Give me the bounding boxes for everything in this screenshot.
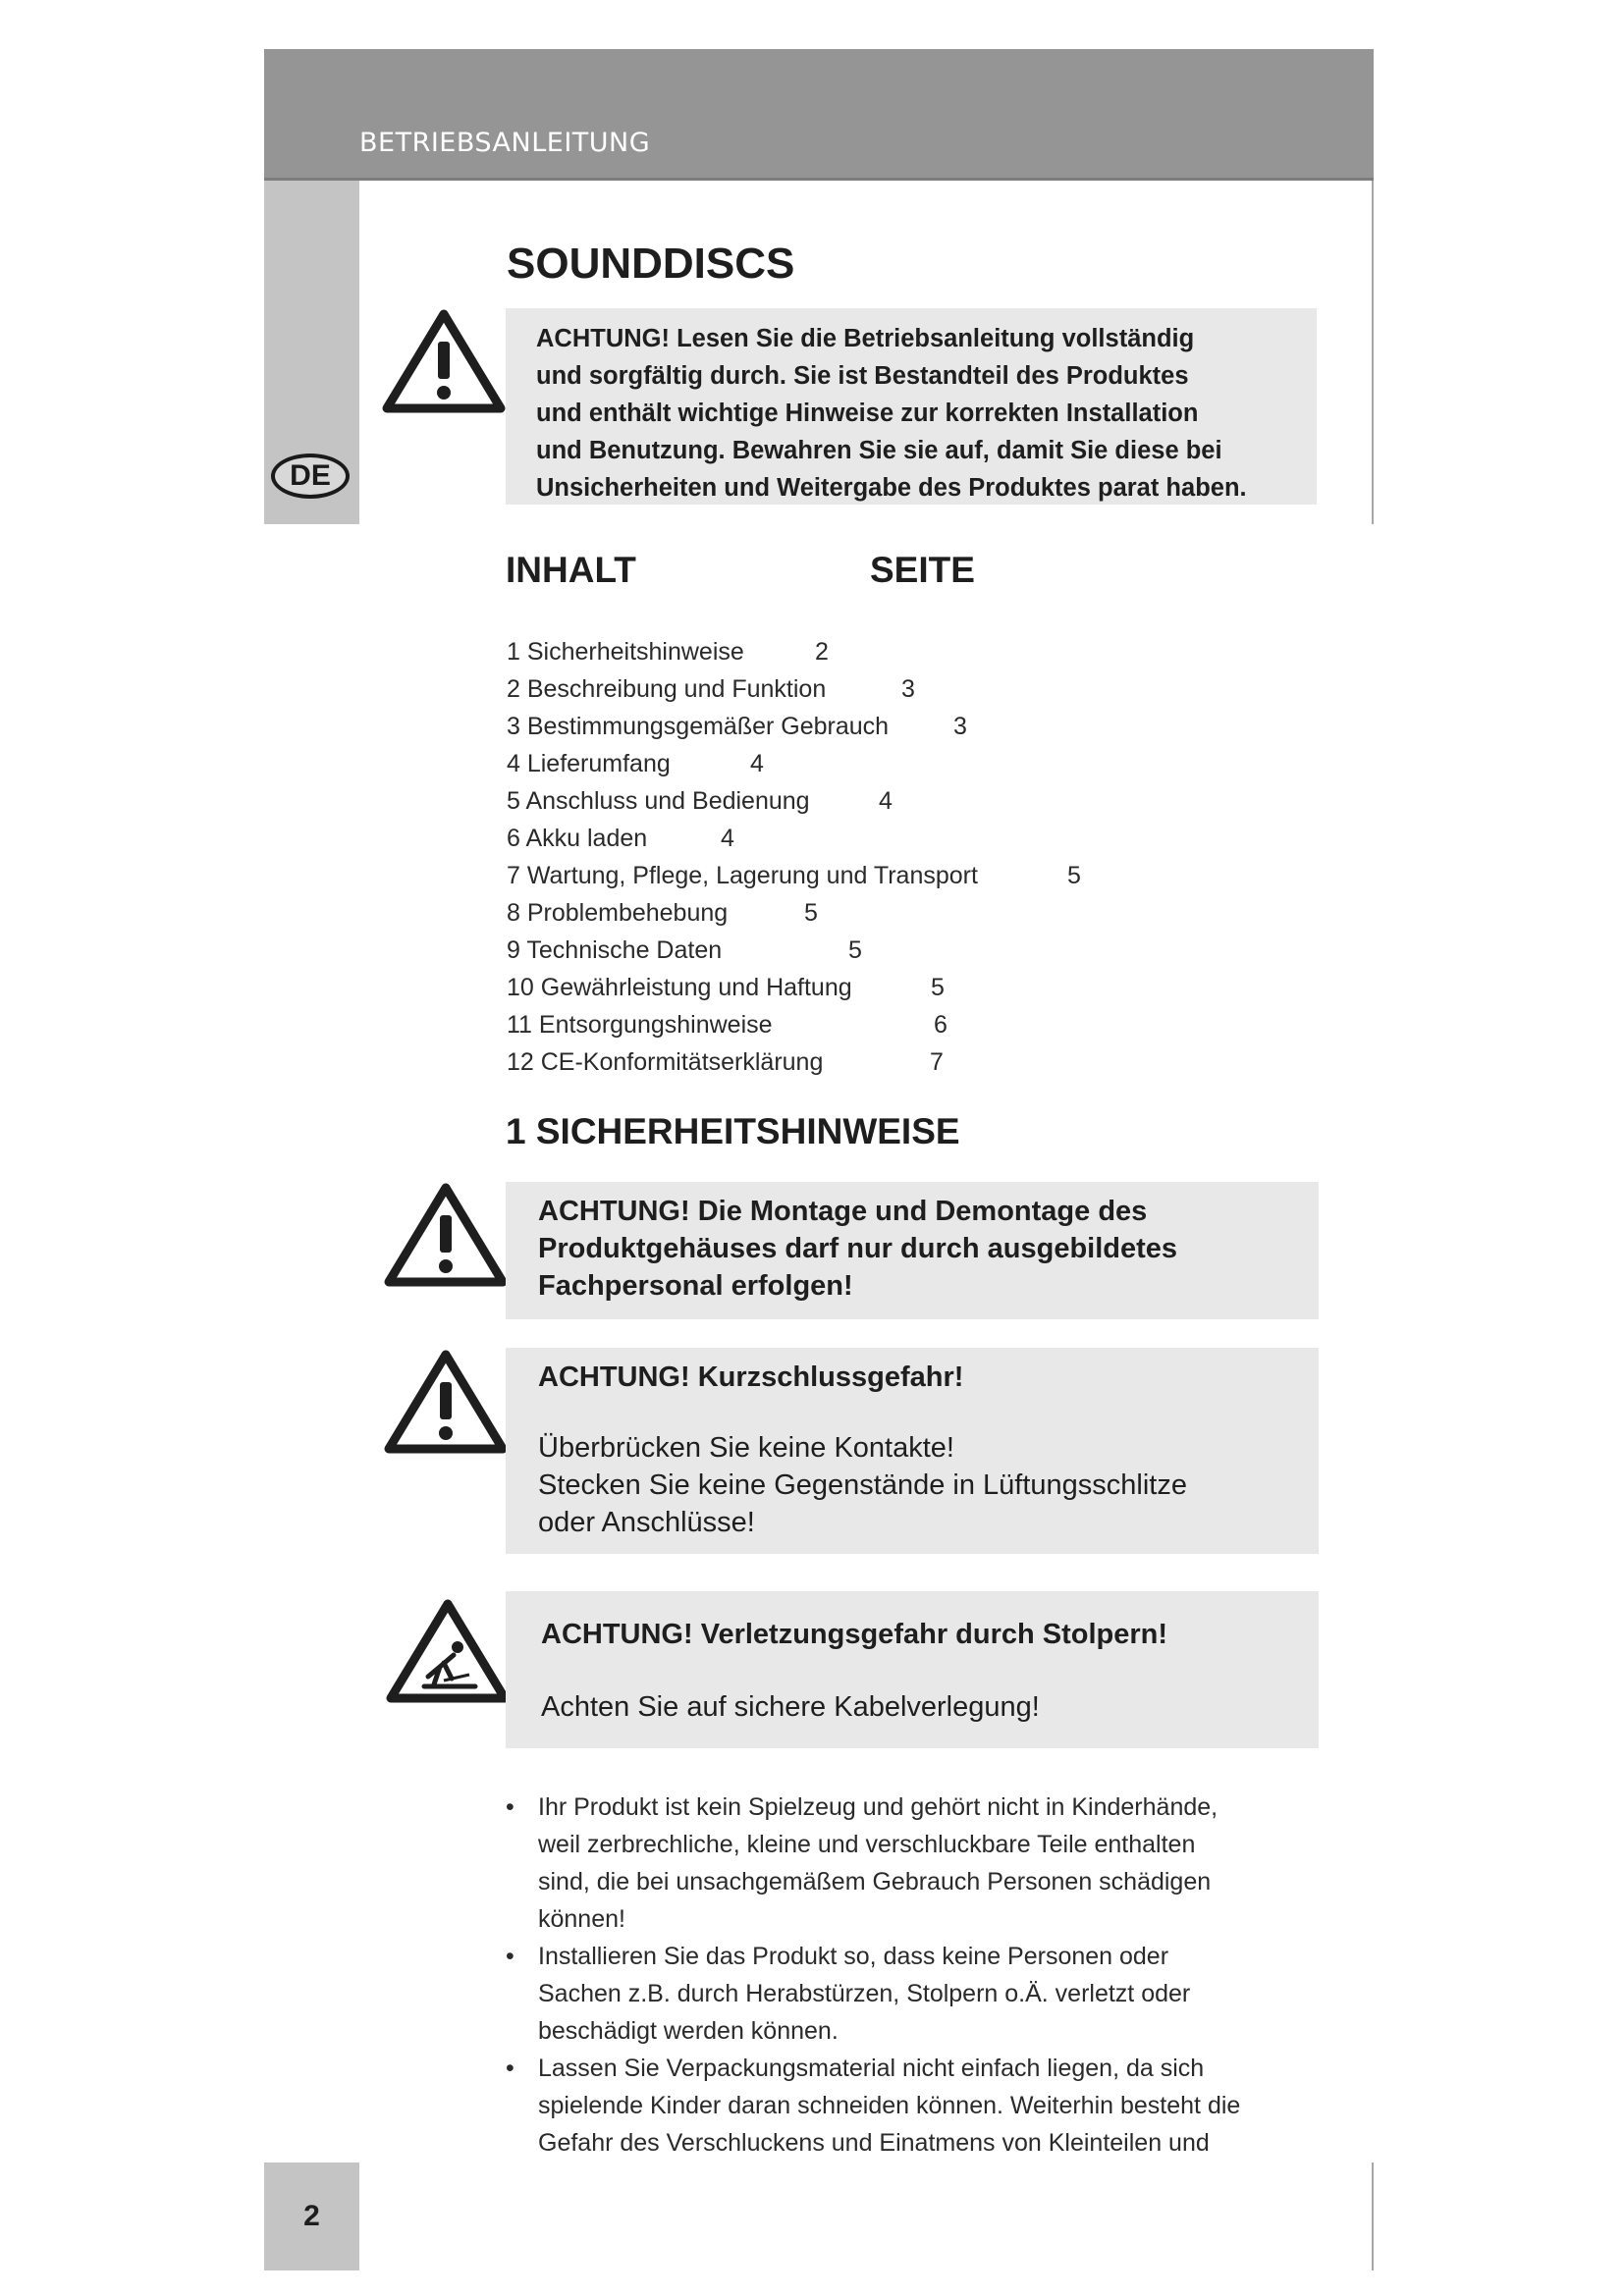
page-number: 2 <box>264 2163 359 2270</box>
warning-line: Produktgehäuses darf nur durch ausgebildetes <box>538 1233 1178 1264</box>
toc-item-page: 5 <box>804 899 818 927</box>
section-heading: 1 SICHERHEITSHINWEISE <box>506 1111 960 1151</box>
toc-item-page: 6 <box>934 1011 947 1039</box>
toc-item[interactable] <box>507 745 978 782</box>
right-margin-rule <box>1372 2163 1374 2270</box>
warning-triangle-icon <box>383 1180 509 1290</box>
toc-item-page: 2 <box>815 638 829 666</box>
list-item: • Ihr Produkt ist kein Spielzeug und gehört nicht in Kinderhände, weil zerbrechliche, kleine und verschluckbare Teile enthalten sind, die bei unsachgemäßem Gebrauch Personen schädigen können! <box>501 1789 1316 1938</box>
warning-line: Überbrücken Sie keine Kontakte! <box>538 1432 954 1464</box>
trip-hazard-icon <box>385 1596 511 1706</box>
bullet-line: beschädigt werden können. <box>538 2017 839 2045</box>
toc-item-page: 5 <box>931 974 945 1001</box>
toc-item[interactable] <box>507 857 1081 894</box>
warning-line: oder Anschlüsse! <box>538 1507 755 1538</box>
warning-line: ACHTUNG! Lesen Sie die Betriebsanleitung vollständig <box>536 325 1195 352</box>
warning-line: und sorgfältig durch. Sie ist Bestandteil des Produktes <box>536 362 1189 390</box>
toc-item[interactable] <box>507 782 978 820</box>
toc-item-label: 7 Wartung, Pflege, Lagerung und Transport <box>507 862 978 889</box>
bullet-line: Installieren Sie das Produkt so, dass keine Personen oder <box>538 1943 1169 1970</box>
toc-item[interactable] <box>507 633 978 670</box>
list-item: • Lassen Sie Verpackungsmaterial nicht einfach liegen, da sich spielende Kinder daran schneiden können. Weiterhin besteht die Gefahr des Verschluckens und Einatmens von Kleinteilen und <box>501 2050 1316 2162</box>
toc-item-label: 3 Bestimmungsgemäßer Gebrauch <box>507 713 890 740</box>
toc-item[interactable] <box>507 894 978 932</box>
toc-item-page: 4 <box>750 750 764 777</box>
table-of-contents <box>507 633 1081 1081</box>
toc-item-page: 5 <box>1067 862 1081 889</box>
toc-item[interactable] <box>507 969 978 1006</box>
short-circuit-warning-box <box>506 1348 1319 1554</box>
language-badge: DE <box>271 454 350 499</box>
warning-line: ACHTUNG! Die Montage und Demontage des <box>538 1196 1148 1227</box>
toc-item[interactable] <box>507 820 978 857</box>
toc-item[interactable] <box>507 708 978 745</box>
toc-item-label: 1 Sicherheitshinweise <box>507 638 744 666</box>
bullet-line: Lassen Sie Verpackungsmaterial nicht einfach liegen, da sich <box>538 2055 1205 2082</box>
toc-item-page: 5 <box>848 936 862 964</box>
toc-item[interactable] <box>507 670 978 708</box>
warning-triangle-icon <box>381 306 507 416</box>
toc-heading: INHALT <box>506 550 636 590</box>
toc-page-heading: SEITE <box>870 550 975 590</box>
toc-item-page: 4 <box>721 825 734 852</box>
trip-warning-box <box>506 1591 1319 1748</box>
header-divider <box>264 178 1374 181</box>
safety-bullet-list <box>501 1789 1316 2162</box>
warning-line: Unsicherheiten und Weitergabe des Produktes parat haben. <box>536 474 1247 502</box>
toc-item[interactable] <box>507 1006 978 1043</box>
bullet-line: sind, die bei unsachgemäßem Gebrauch Personen schädigen <box>538 1868 1212 1896</box>
document-title: SOUNDDISCS <box>507 240 795 288</box>
bullet-line: können! <box>538 1905 625 1933</box>
toc-item-page: 3 <box>953 713 967 740</box>
toc-item-label: 5 Anschluss und Bedienung <box>507 787 810 815</box>
toc-item-label: 9 Technische Daten <box>507 936 723 964</box>
bullet-line: Ihr Produkt ist kein Spielzeug und gehört nicht in Kinderhände, <box>538 1793 1218 1821</box>
warning-title: ACHTUNG! Kurzschlussgefahr! <box>538 1362 964 1393</box>
right-margin-rule <box>1372 181 1374 524</box>
intro-warning-box <box>506 308 1317 505</box>
warning-triangle-icon <box>383 1347 509 1457</box>
toc-item[interactable] <box>507 932 978 969</box>
bullet-line: Sachen z.B. durch Herabstürzen, Stolpern o.Ä. verletzt oder <box>538 1980 1191 2007</box>
toc-item-label: 12 CE-Konformitätserklärung <box>507 1048 824 1076</box>
header-title: BETRIEBSANLEITUNG <box>359 128 651 158</box>
warning-line: Achten Sie auf sichere Kabelverlegung! <box>541 1691 1040 1723</box>
warning-line: Stecken Sie keine Gegenstände in Lüftungsschlitze <box>538 1469 1187 1501</box>
assembly-warning-box <box>506 1182 1319 1319</box>
bullet-line: Gefahr des Verschluckens und Einatmens von Kleinteilen und <box>538 2129 1210 2157</box>
toc-item-label: 11 Entsorgungshinweise <box>507 1011 773 1039</box>
toc-item[interactable] <box>507 1043 978 1081</box>
list-item: • Installieren Sie das Produkt so, dass keine Personen oder Sachen z.B. durch Herabstürzen, Stolpern o.Ä. verletzt oder beschädigt werden können. <box>501 1938 1316 2050</box>
toc-item-label: 2 Beschreibung und Funktion <box>507 675 827 703</box>
toc-item-label: 6 Akku laden <box>507 825 648 852</box>
toc-item-label: 4 Lieferumfang <box>507 750 671 777</box>
warning-line: und enthält wichtige Hinweise zur korrekten Installation <box>536 400 1199 427</box>
header-band <box>264 49 1374 178</box>
warning-line: und Benutzung. Bewahren Sie sie auf, damit Sie diese bei <box>536 437 1222 464</box>
toc-item-label: 10 Gewährleistung und Haftung <box>507 974 852 1001</box>
warning-line: Fachpersonal erfolgen! <box>538 1270 853 1302</box>
toc-item-label: 8 Problembehebung <box>507 899 729 927</box>
toc-item-page: 4 <box>879 787 893 815</box>
warning-title: ACHTUNG! Verletzungsgefahr durch Stolpern! <box>541 1619 1168 1650</box>
toc-item-page: 3 <box>901 675 915 703</box>
bullet-line: weil zerbrechliche, kleine und verschluckbare Teile enthalten <box>538 1831 1196 1858</box>
toc-item-page: 7 <box>930 1048 944 1076</box>
bullet-line: spielende Kinder daran schneiden können. Weiterhin besteht die <box>538 2092 1241 2119</box>
